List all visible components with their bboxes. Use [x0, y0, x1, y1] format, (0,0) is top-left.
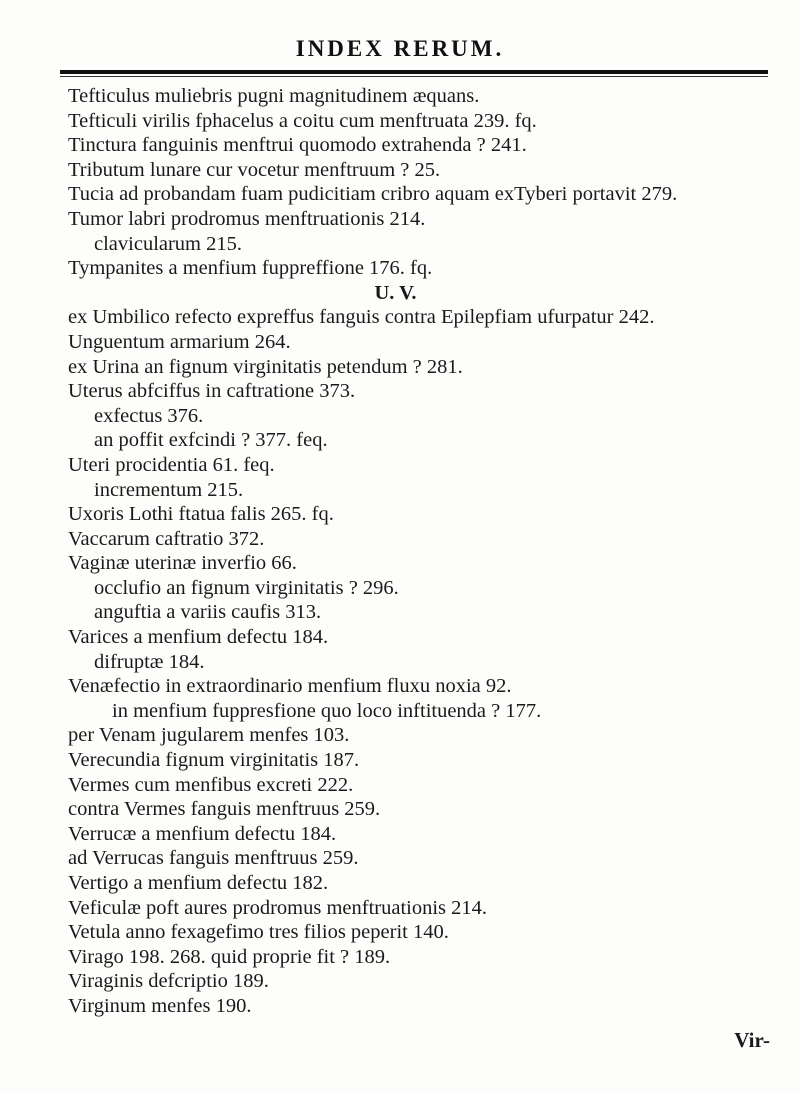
index-entry: anguftia a variis caufis 313. [94, 601, 322, 624]
index-entry: Vaccarum caftratio 372. [68, 527, 265, 550]
index-entry: Tumor labri prodromus menftruationis 214. [68, 207, 426, 230]
index-entry: Uxoris Lothi ftatua falis 265. fq. [68, 503, 334, 526]
index-entry: per Venam jugularem menfes 103. [68, 724, 350, 747]
index-entry: Vertigo a menfium defectu 182. [68, 872, 329, 894]
index-entry: exfectus 376. [94, 404, 204, 427]
index-entry: Tucia ad probandam fuam pudicitiam cribro aquam exTyberi portavit 279. [68, 183, 678, 206]
index-entry: Uteri procidentia 61. feq. [68, 453, 275, 476]
index-entry: Tinctura fanguinis menftrui quomodo extrahenda ? 241. [68, 134, 527, 157]
index-entry: Unguentum armarium 264. [68, 330, 291, 353]
index-entry: Verecundia fignum virginitatis 187. [68, 749, 360, 772]
index-entry: Verrucæ a menfium defectu 184. [68, 822, 337, 845]
index-entry: in menfium fuppresfione quo loco inftituenda ? 177. [112, 699, 542, 722]
index-entry: Viraginis defcriptio 189. [68, 970, 269, 993]
header-rule [60, 70, 768, 74]
index-entry: Tributum lunare cur vocetur menftruum ? 25. [68, 158, 441, 181]
header-rule-thin [60, 76, 768, 77]
index-entry: contra Vermes fanguis menftruus 259. [68, 798, 381, 821]
index-entry: difruptæ 184. [94, 650, 205, 673]
index-entry: Virginum menfes 190. [68, 994, 252, 1017]
index-entry: Varices a menfium defectu 184. [68, 626, 329, 649]
index-entry: Tefticuli virilis fphacelus a coitu cum menftruata 239. fq. [68, 109, 537, 132]
catchword: Vir- [734, 1028, 770, 1052]
index-entry: Vetula anno fexagefimo tres filios peperit 140. [68, 921, 449, 944]
index-entry: ex Urina an fignum virginitatis petendum ? 281. [68, 355, 463, 378]
index-entry: ad Verrucas fanguis menftruus 259. [68, 847, 359, 870]
index-entry: Vermes cum menfibus excreti 222. [68, 773, 354, 796]
index-entry: clavicularum 215. [94, 232, 243, 255]
index-entry: Veficulæ poft aures prodromus menftruationis 214. [68, 896, 488, 919]
index-entry: occlufio an fignum virginitatis ? 296. [94, 576, 399, 599]
index-entry: Venæfectio in extraordinario menfium fluxu noxia 92. [68, 675, 512, 698]
index-entry: Tefticulus muliebris pugni magnitudinem æquans. [68, 85, 480, 107]
index-entry: ex Umbilico refecto expreffus fanguis contra Epilepfiam ufurpatur 242. [68, 306, 655, 329]
index-entry: Tympanites a menfium fuppreffione 176. fq. [68, 257, 433, 280]
index-entry: Vaginæ uterinæ inverfio 66. [68, 552, 297, 575]
index-entries [68, 84, 783, 1019]
section-heading: U. V. [374, 281, 417, 304]
index-entry: Virago 198. 268. quid proprie fit ? 189. [68, 945, 391, 968]
index-entry: Uterus abfciffus in caftratione 373. [68, 380, 356, 403]
index-entry: an poffit exfcindi ? 377. feq. [94, 429, 328, 452]
index-entry: incrementum 215. [94, 478, 244, 501]
page-header: INDEX RERUM. [295, 36, 505, 61]
